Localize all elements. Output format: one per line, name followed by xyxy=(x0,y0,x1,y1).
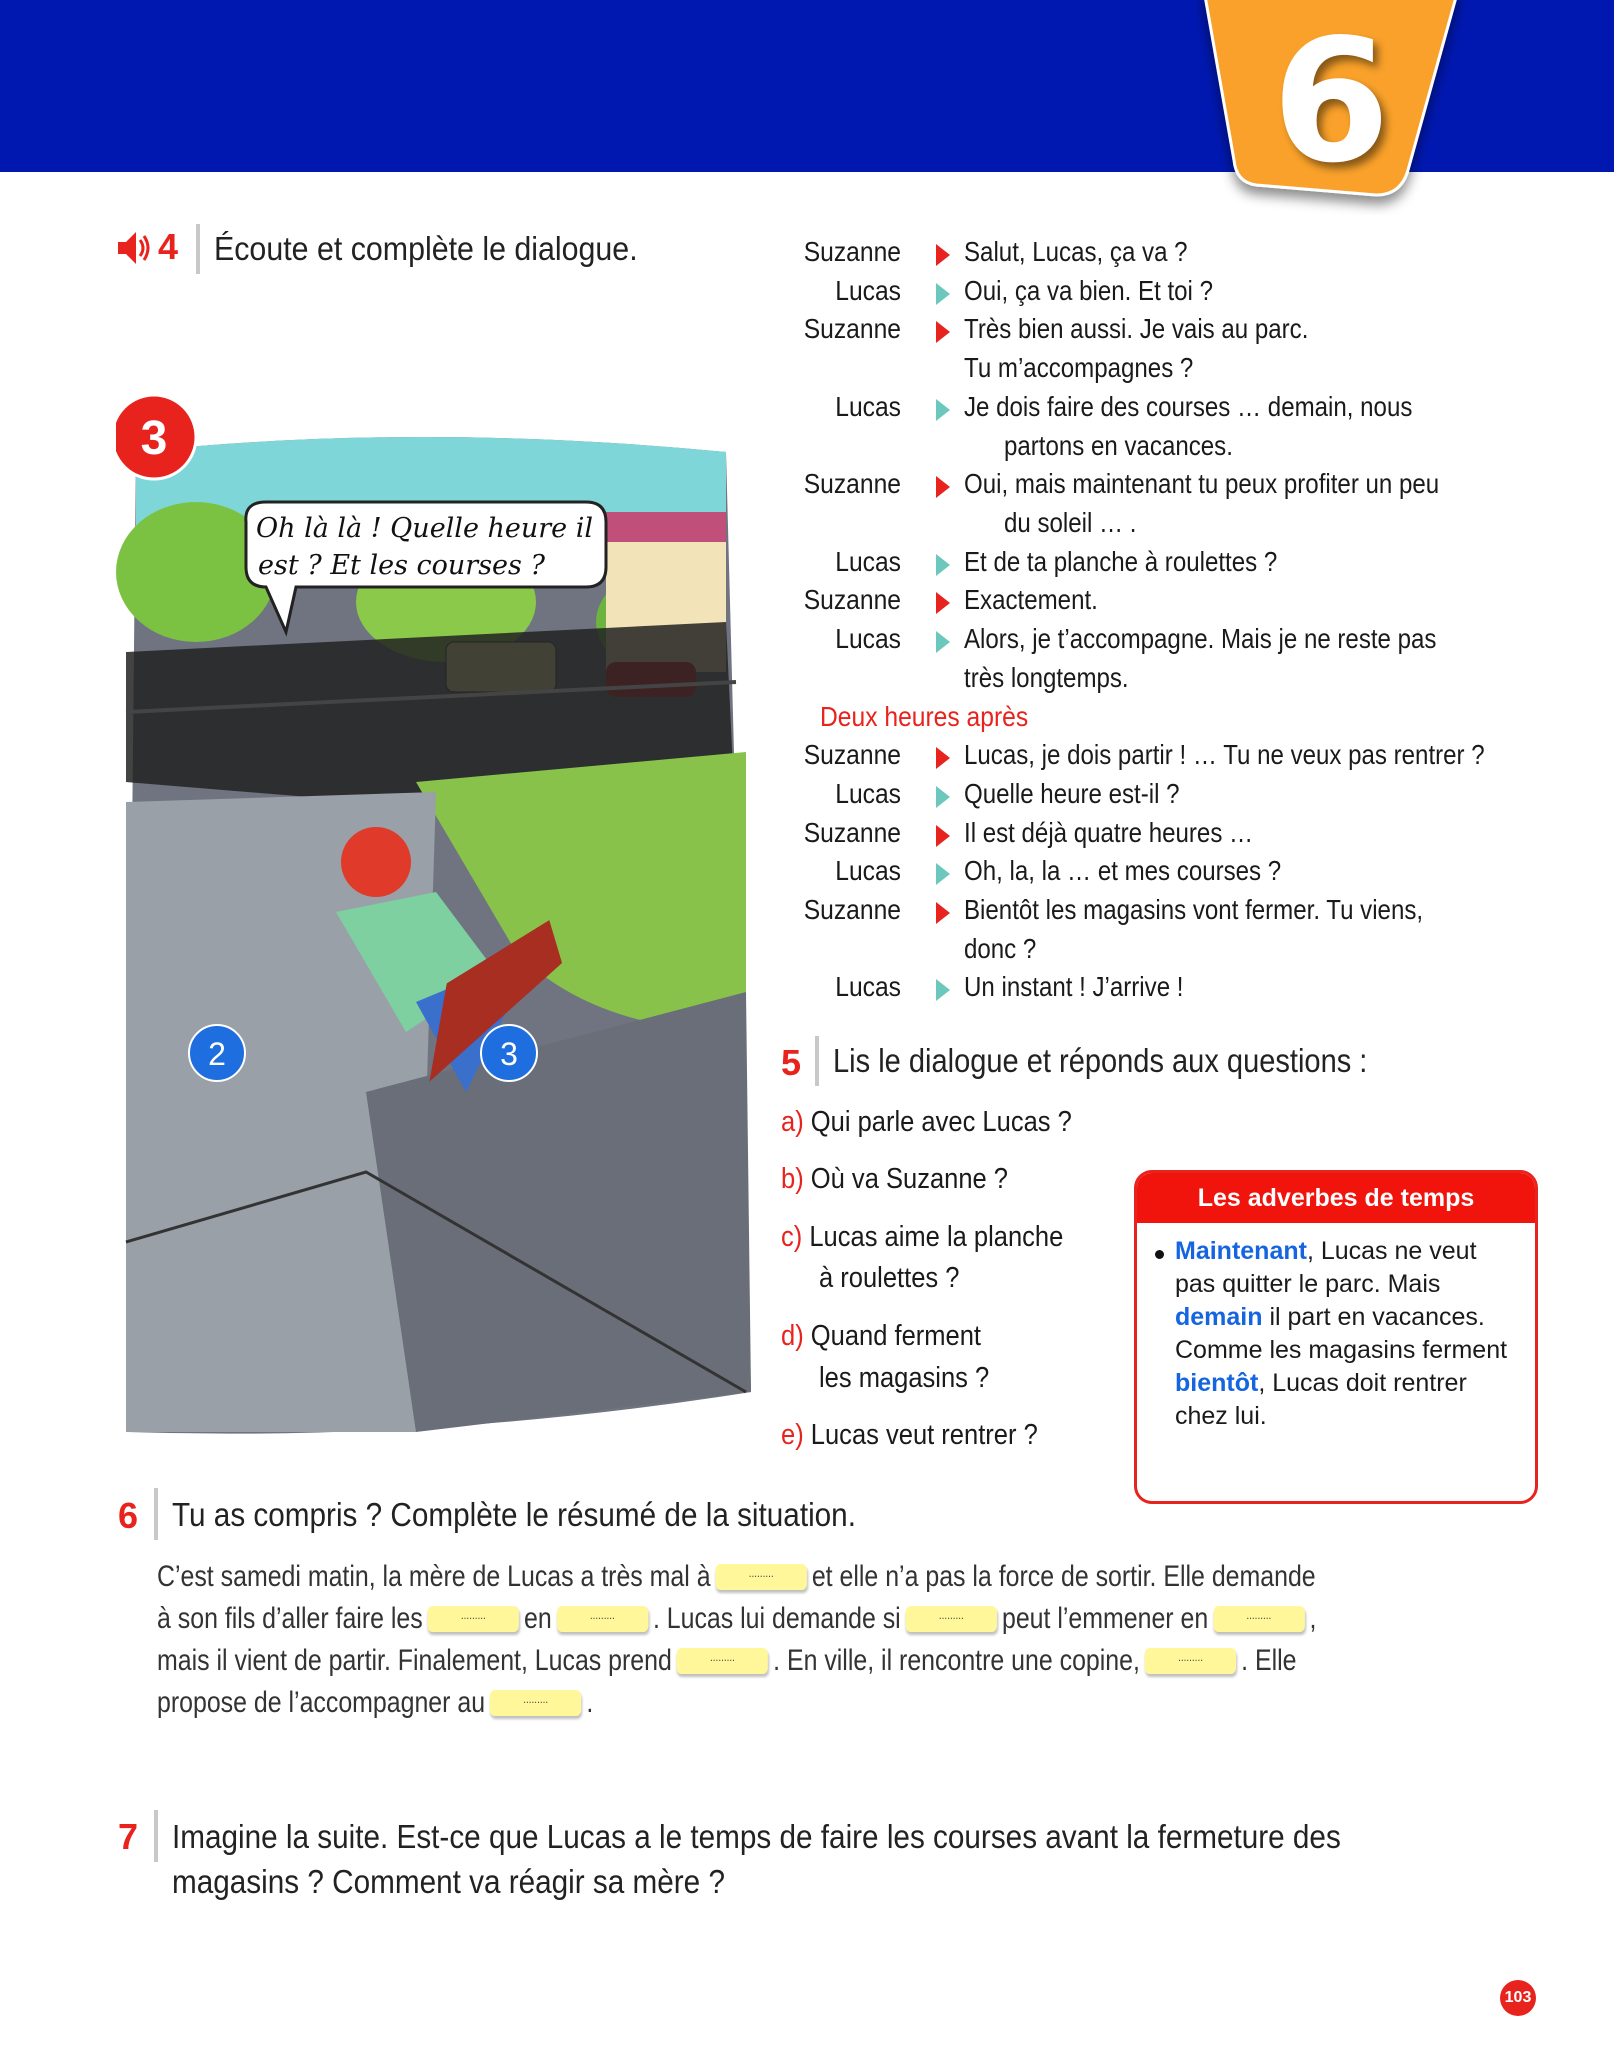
marker-3-label: 3 xyxy=(500,1036,518,1072)
question xyxy=(819,1258,959,1299)
utterance: Tu m’accompagnes ? xyxy=(964,352,1194,384)
adverb-text: , Lucas doit rentrer chez lui. xyxy=(1175,1369,1467,1430)
speaker-name: Lucas xyxy=(835,777,901,809)
arrow-icon xyxy=(936,476,950,498)
summary-text: propose de l’accompagner au xyxy=(157,1686,486,1719)
question xyxy=(781,1217,1063,1258)
exercise-title: Lis le dialogue et réponds aux questions : xyxy=(833,1042,1368,1079)
dialogue-line xyxy=(790,739,1590,777)
arrow-icon xyxy=(936,786,950,808)
utterance: Salut, Lucas, ça va ? xyxy=(964,236,1188,267)
dialogue-line xyxy=(790,894,1590,932)
dialogue-line xyxy=(790,275,1590,313)
summary-text: à son fils d’aller faire les xyxy=(157,1602,423,1635)
blank-field[interactable]: ......... xyxy=(557,1606,648,1632)
dialogue-line xyxy=(790,391,1590,429)
question xyxy=(781,1159,1008,1200)
speaker-name: Lucas xyxy=(835,855,901,887)
speech-line-2: est ? Et les courses ? xyxy=(258,550,545,581)
speaker-name: Lucas xyxy=(835,390,901,422)
adverb-text: , Lucas ne veut pas quitter le parc. Mais xyxy=(1175,1237,1477,1298)
utterance: Oh, la, la … et mes courses ? xyxy=(964,855,1282,887)
arrow-icon xyxy=(936,244,950,266)
question-text: les magasins ? xyxy=(819,1362,990,1394)
speaker-name: Suzanne xyxy=(803,584,901,616)
stage-direction: Deux heures après xyxy=(820,701,1029,733)
speaker-name: Suzanne xyxy=(803,816,901,848)
summary-text: . Lucas lui demande si xyxy=(652,1602,901,1635)
utterance: Exactement. xyxy=(964,584,1098,616)
dialogue-line xyxy=(790,623,1590,661)
adverb-bientot: bientôt xyxy=(1175,1369,1259,1397)
summary-text: en xyxy=(523,1602,552,1635)
speaker-name: Lucas xyxy=(835,623,901,654)
dialogue-line xyxy=(790,817,1590,855)
exercise-title: Écoute et complète le dialogue. xyxy=(214,230,638,267)
question-label: a) xyxy=(781,1106,804,1138)
utterance: Je dois faire des courses … demain, nous xyxy=(964,390,1413,422)
question xyxy=(781,1316,981,1357)
blank-field[interactable]: ......... xyxy=(1145,1648,1236,1674)
summary-line xyxy=(157,1599,1316,1639)
dialogue-line xyxy=(790,468,1590,506)
utterance: Bientôt les magasins vont fermer. Tu viens, xyxy=(964,893,1424,925)
summary-text: mais il vient de partir. Finalement, Lucas prend xyxy=(157,1644,672,1677)
exercise-title: Tu as compris ? Complète le résumé de la situation. xyxy=(172,1496,856,1533)
illustration-badge-number: 3 xyxy=(140,412,168,465)
dialogue-line xyxy=(790,584,1590,622)
summary-line xyxy=(157,1557,1316,1597)
question-text: Qui parle avec Lucas ? xyxy=(810,1106,1072,1138)
arrow-icon xyxy=(936,902,950,924)
exercise-line-2: magasins ? Comment va réagir sa mère ? xyxy=(172,1863,725,1900)
question-label: c) xyxy=(781,1221,803,1253)
unit-badge xyxy=(1196,0,1466,215)
arrow-icon xyxy=(936,399,950,421)
utterance: partons en vacances. xyxy=(1004,429,1233,461)
dialogue-line xyxy=(790,507,1590,545)
exercise-number: 5 xyxy=(781,1042,802,1083)
arrow-icon xyxy=(936,283,950,305)
speaker-name: Suzanne xyxy=(803,468,901,500)
utterance: du soleil … . xyxy=(1004,506,1137,538)
question-label: d) xyxy=(781,1320,804,1352)
dialogue-line xyxy=(790,971,1590,1009)
dialogue-line xyxy=(790,236,1590,274)
speaker-name: Lucas xyxy=(835,274,901,306)
dialogue-line xyxy=(790,546,1590,584)
question-text: Où va Suzanne ? xyxy=(810,1163,1009,1195)
dialogue-line xyxy=(790,430,1590,468)
arrow-icon xyxy=(936,631,950,653)
summary-line xyxy=(157,1641,1297,1681)
question xyxy=(819,1358,989,1399)
summary-text: . xyxy=(586,1686,594,1719)
speaker-icon[interactable] xyxy=(116,228,152,268)
divider xyxy=(154,1488,158,1540)
summary-text: et elle n’a pas la force de sortir. Elle demande xyxy=(811,1560,1316,1593)
question xyxy=(781,1102,1072,1143)
blank-field[interactable]: ......... xyxy=(906,1606,997,1632)
unit-number: 6 xyxy=(1271,3,1391,201)
divider xyxy=(196,224,200,274)
blank-field[interactable]: ......... xyxy=(677,1648,768,1674)
arrow-icon xyxy=(936,592,950,614)
exercise-number: 7 xyxy=(118,1816,139,1857)
adverb-text: il part en vacances. Comme les magasins ferment xyxy=(1175,1303,1508,1364)
summary-text: , xyxy=(1309,1602,1317,1635)
speaker-name: Suzanne xyxy=(803,313,901,345)
skatepark-illustration xyxy=(116,392,761,1442)
utterance: donc ? xyxy=(964,932,1037,964)
exercise-number: 4 xyxy=(158,226,179,267)
adverb-box xyxy=(1134,1170,1538,1504)
adverb-maintenant: Maintenant xyxy=(1175,1237,1307,1265)
bullet xyxy=(1155,1250,1164,1259)
divider xyxy=(154,1810,158,1862)
arrow-icon xyxy=(936,825,950,847)
summary-line xyxy=(157,1683,593,1723)
dialogue-line xyxy=(790,933,1590,971)
divider xyxy=(815,1036,819,1086)
dialogue-line xyxy=(790,855,1590,893)
utterance: Oui, mais maintenant tu peux profiter un peu xyxy=(964,468,1440,500)
speaker-name: Suzanne xyxy=(803,893,901,925)
speaker-name: Lucas xyxy=(835,545,901,577)
exercise-number: 6 xyxy=(118,1495,139,1536)
dialogue-line xyxy=(790,662,1590,700)
arrow-icon xyxy=(936,321,950,343)
blank-field[interactable]: ......... xyxy=(716,1564,807,1590)
blank-field[interactable]: ......... xyxy=(1213,1606,1304,1632)
adverb-demain: demain xyxy=(1175,1303,1263,1331)
utterance: Quelle heure est-il ? xyxy=(964,777,1180,809)
utterance: Lucas, je dois partir ! … Tu ne veux pas rentrer ? xyxy=(964,739,1485,771)
utterance: Très bien aussi. Je vais au parc. xyxy=(964,313,1309,345)
dialogue-line xyxy=(790,313,1590,351)
arrow-icon xyxy=(936,863,950,885)
question xyxy=(781,1415,1038,1456)
dialogue-line xyxy=(790,778,1590,816)
utterance: Et de ta planche à roulettes ? xyxy=(964,545,1278,577)
arrow-icon xyxy=(936,979,950,1001)
utterance: Un instant ! J’arrive ! xyxy=(964,971,1184,1003)
page-number: 103 xyxy=(1500,1980,1536,2016)
question-label: e) xyxy=(781,1419,804,1451)
question-text: Lucas aime la planche xyxy=(809,1221,1064,1253)
adverb-box-title: Les adverbes de temps xyxy=(1137,1173,1535,1223)
utterance: Alors, je t’accompagne. Mais je ne reste pas xyxy=(964,623,1437,654)
blank-field[interactable]: ......... xyxy=(428,1606,519,1632)
arrow-icon xyxy=(936,747,950,769)
summary-text: peut l’emmener en xyxy=(1001,1602,1209,1635)
speaker-name: Lucas xyxy=(835,971,901,1003)
question-text: Quand ferment xyxy=(810,1320,982,1352)
speech-line-1: Oh là là ! Quelle heure il xyxy=(256,513,593,544)
question-text: Lucas veut rentrer ? xyxy=(810,1419,1038,1451)
utterance: Il est déjà quatre heures … xyxy=(964,816,1254,848)
summary-text: C’est samedi matin, la mère de Lucas a très mal à xyxy=(157,1560,711,1593)
arrow-icon xyxy=(936,554,950,576)
marker-2-label: 2 xyxy=(208,1036,226,1072)
dialogue-line xyxy=(790,352,1590,390)
utterance: Oui, ça va bien. Et toi ? xyxy=(964,274,1213,306)
question-label: b) xyxy=(781,1163,804,1195)
speaker-name: Suzanne xyxy=(803,739,901,771)
exercise-line-1: Imagine la suite. Est-ce que Lucas a le temps de faire les courses avant la fermeture des xyxy=(172,1818,1341,1855)
summary-text: . En ville, il rencontre une copine, xyxy=(773,1644,1140,1677)
speaker-name: Suzanne xyxy=(803,236,901,267)
adverb-box-text xyxy=(1137,1223,1535,1433)
blank-field[interactable]: ......... xyxy=(490,1690,581,1716)
question-text: à roulettes ? xyxy=(819,1262,960,1294)
summary-text: . Elle xyxy=(1241,1644,1297,1677)
utterance: très longtemps. xyxy=(964,661,1129,693)
